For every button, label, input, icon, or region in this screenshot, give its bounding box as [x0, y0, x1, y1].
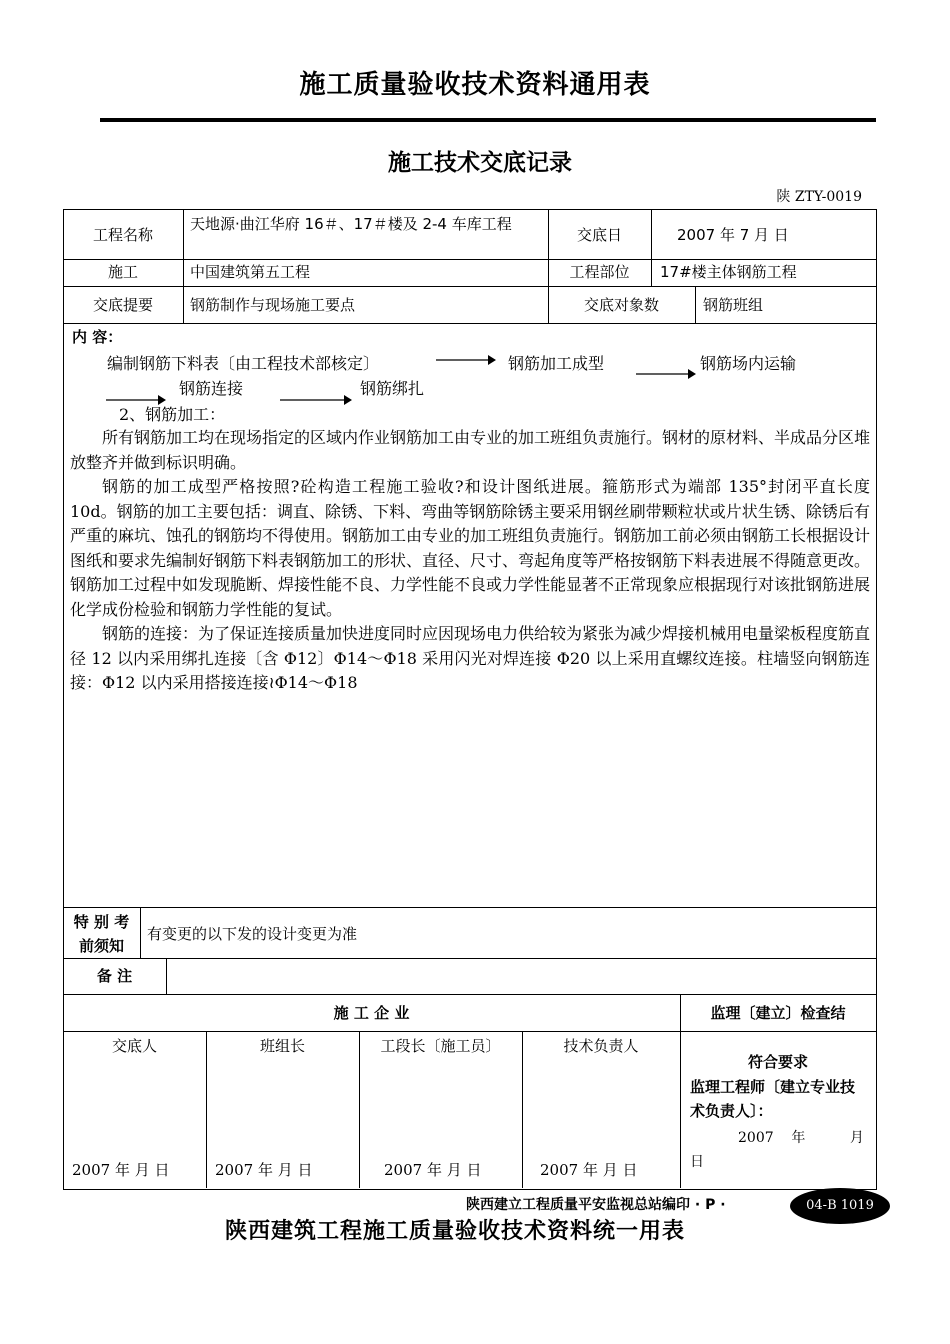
role-handover: 交底人	[111, 1037, 157, 1055]
form-title: 施工技术交底记录	[388, 150, 572, 176]
row-divider	[63, 1031, 876, 1032]
summary-value: 钢筋制作与现场施工要点	[190, 296, 356, 314]
row-divider	[63, 958, 876, 959]
compiled-by: 陕西建立工程质量平安监视总站编印 · P ·	[466, 1197, 726, 1213]
flow-arrow	[636, 367, 696, 381]
form-code-badge: 04-B 1019	[790, 1188, 890, 1224]
row-divider	[63, 323, 876, 324]
col-divider	[651, 209, 652, 286]
content-body	[70, 426, 870, 696]
notice-label-line: 特 别 考	[73, 913, 130, 931]
row-divider	[63, 994, 876, 995]
paragraph: 所有钢筋加工均在现场指定的区域内作业钢筋加工由专业的加工班组负责施行。钢材的原材料、半成品分区堆放整齐并做到标识明确。	[70, 428, 871, 472]
form-code: 陕 ZTY-0019	[776, 189, 862, 205]
part-label: 工程部位	[569, 263, 630, 281]
engineer-label: 监理工程师〔建立专业技	[690, 1078, 856, 1096]
target-value: 钢筋班组	[703, 296, 764, 314]
conform-text: 符合要求	[747, 1053, 808, 1071]
col-divider	[695, 286, 696, 323]
col-divider	[140, 907, 141, 958]
flow-arrow	[280, 393, 352, 407]
sup-date: 2007 年 月	[738, 1130, 864, 1146]
flow-step: 钢筋绑扎	[360, 379, 425, 398]
role-date: 2007 年 月 日	[215, 1161, 313, 1179]
date-label: 交底日	[576, 226, 622, 244]
role-date: 2007 年 月 日	[384, 1161, 482, 1179]
date-value: 2007 年 7 月 日	[677, 226, 789, 244]
content-label: 内 容：	[72, 328, 123, 346]
supervision-header: 监理〔建立〕检查结	[710, 1004, 846, 1022]
title-rule	[100, 118, 876, 122]
page-title: 施工质量验收技术资料通用表	[299, 70, 651, 100]
col-divider	[183, 209, 184, 323]
row-divider	[63, 259, 876, 260]
flow-arrow	[436, 353, 496, 367]
row-divider	[63, 907, 876, 908]
paragraph: 钢筋的加工成型严格按照?砼构造工程施工验收?和设计图纸进展。箍筋形式为端部 135°封闭平直长度 10d。钢筋的加工主要包括：调直、除锈、下料、弯曲等钢筋除锈主要采用钢丝刷带颗粒状或片状生锈、除锈后有严重的麻坑、蚀孔的钢筋均不得使用。钢筋加工由专业的加工班组负责施行。钢筋加工前必须由钢筋工长根据设计图纸和要求先编制好钢筋下料表钢筋加工的形状、直径、尺寸、弯起角度等严格按钢筋下料表进展不得随意更改。钢筋加工过程中如发现脆断、焊接性能不良、力学性能不良或力学性能显著不正常现象应根据现行对该批钢筋进展化学成份检验和钢筋力学性能的复试。	[70, 477, 871, 619]
notice-label-line: 前须知	[78, 937, 124, 955]
unit-value: 中国建筑第五工程	[190, 263, 311, 281]
col-divider	[680, 994, 681, 1188]
summary-label: 交底提要	[92, 296, 153, 314]
role-tech-lead: 技术负责人	[563, 1037, 639, 1055]
company-header: 施 工 企 业	[333, 1004, 410, 1022]
notice-value: 有变更的以下发的设计变更为准	[147, 925, 358, 943]
unit-label: 施工	[107, 263, 138, 281]
project-name-label: 工程名称	[92, 226, 153, 244]
target-label: 交底对象数	[583, 296, 659, 314]
role-date: 2007 年 月 日	[540, 1161, 638, 1179]
sup-date: 日	[690, 1154, 704, 1170]
role-date: 2007 年 月 日	[72, 1161, 170, 1179]
part-value: 17#楼主体钢筋工程	[660, 263, 797, 281]
role-team-leader: 班组长	[259, 1037, 305, 1055]
section-heading: 2、钢筋加工：	[119, 405, 226, 424]
role-section-leader: 工段长〔施工员〕	[380, 1037, 501, 1055]
flow-step: 钢筋场内运输	[700, 354, 797, 373]
engineer-label: 术负责人〕：	[690, 1102, 773, 1120]
flow-step: 钢筋连接	[179, 379, 244, 398]
notice-label	[63, 910, 140, 958]
project-name-value: 天地源·曲江华府 16＃、17＃楼及 2-4 车库工程	[190, 215, 512, 233]
footer-title: 陕西建筑工程施工质量验收技术资料统一用表	[224, 1219, 685, 1244]
flow-step: 编制钢筋下料表〔由工程技术部核定〕	[107, 354, 380, 373]
row-divider	[63, 286, 876, 287]
remark-label: 备 注	[96, 967, 133, 985]
flow-step: 钢筋加工成型	[508, 354, 605, 373]
paragraph: 钢筋的连接：为了保证连接质量加快进度同时应因现场电力供给较为紧张为减少焊接机械用电量梁板程度筋直径 12 以内采用绑扎连接〔含 Φ12〕Φ14～Φ18 采用闪光对焊连接 Φ20 以上采用直螺纹连接。柱墙竖向钢筋连接：Φ12 以内采用搭接连接≀Φ14～Φ18	[70, 624, 871, 692]
col-divider	[166, 958, 167, 994]
